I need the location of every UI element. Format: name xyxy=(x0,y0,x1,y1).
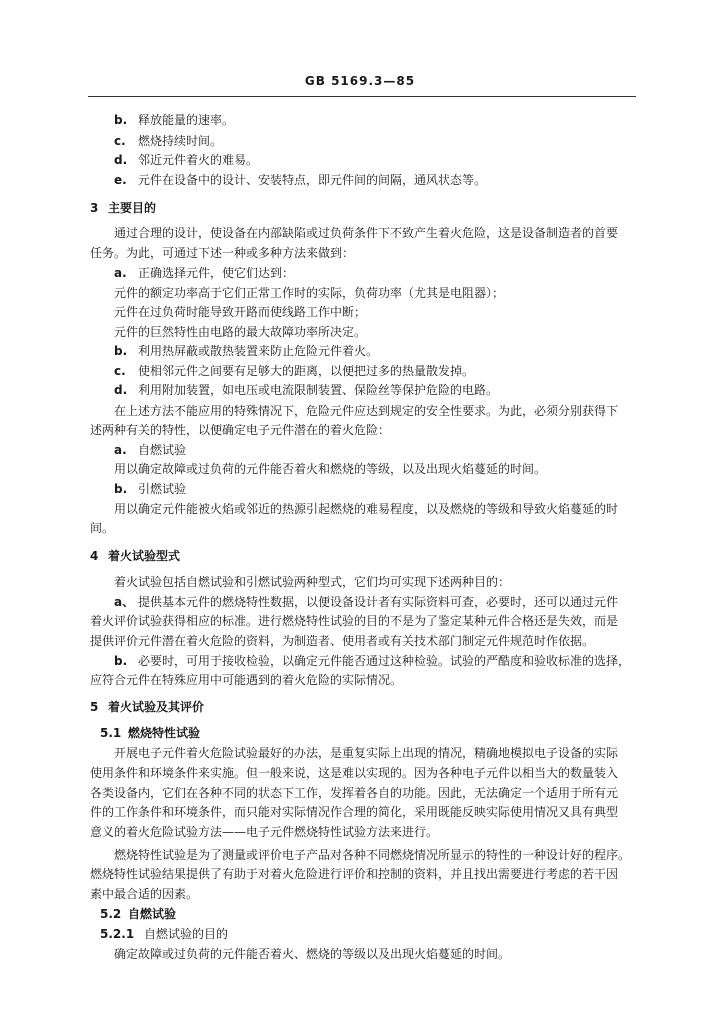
section-4-item-a-line: 提供评价元件潜在着火危险的资料，为制造者、使用者或有关技术部门制定元件规范时作依据。 xyxy=(90,634,595,648)
test-type-b-description: 用以确定元件能被火焰或邻近的热源引起燃烧的难易程度，以及燃烧的等级和导致火焰蔓延的时 xyxy=(114,502,619,516)
section-4-item-a-line: 着火评价试验获得相应的标准。进行燃烧特性试验的目的不是为了鉴定某种元件合格还是失效，而是 xyxy=(90,614,619,628)
section-5-heading: 5 着火试验及其评价 xyxy=(90,700,205,714)
section-5-1-para-line: 开展电子元件着火危险试验最好的办法，是重复实际上出现的情况，精确地模拟电子设备的实际 xyxy=(114,746,619,760)
section-5-2-1-heading: 5.2.1 自燃试验的目的 xyxy=(100,927,229,941)
list-label: c. xyxy=(114,134,126,148)
list-text: 邻近元件着火的难易。 xyxy=(138,153,259,167)
section-4-item-b: b. 必要时，可用于接收检验，以确定元件能否通过这种检验。试验的严酷度和验收标准的选择， xyxy=(114,654,631,668)
list-text: 元件在设备中的设计、安装特点，即元件间的间隔，通风状态等。 xyxy=(138,173,487,187)
section-3-item-c: c. 使相邻元件之间要有足够大的距离，以便把过多的热量散发掉。 xyxy=(114,364,475,378)
section-5-1-para-line: 各类设备内，它们在各种不同的状态下工作，发挥着各自的功能。因此，无法确定一个适用于所有元 xyxy=(90,786,619,800)
section-4-item-b-line: 应符合元件在特殊应用中可能遇到的着火危险的实际情况。 xyxy=(90,673,403,687)
list-item-c xyxy=(114,134,222,148)
list-text: 燃烧持续时间。 xyxy=(138,134,223,148)
section-5-1-para-line: 使用条件和环境条件来实施。但一般来说，这是难以实现的。因为各种电子元件以相当大的数量装入 xyxy=(90,766,619,780)
section-3-sub-item: 元件的额定功率高于它们正常工作时的实际，负荷功率（尤其是电阻器）； xyxy=(114,286,505,300)
section-5-1-heading: 5.1 燃烧特性试验 xyxy=(100,726,201,740)
section-3-para-line: 述两种有关的特性，以便确定电子元件潜在的着火危险： xyxy=(90,423,391,437)
section-4-item-a: a、 提供基本元件的燃烧特性数据，以便设备设计者有实际资料可查，必要时，还可以通过元件 xyxy=(114,595,619,609)
section-5-2-1-description: 确定故障或过负荷的元件能否着火、燃烧的等级以及出现火焰蔓延的时间。 xyxy=(114,947,511,961)
test-type-a-description: 用以确定故障或过负荷的元件能否着火和燃烧的等级，以及出现火焰蔓延的时间。 xyxy=(114,462,547,476)
section-5-2-heading: 5.2 自燃试验 xyxy=(100,907,177,921)
section-3-item-b: b. 利用热屏蔽或散热装置来防止危险元件着火。 xyxy=(114,344,379,358)
list-item-e xyxy=(114,173,486,187)
section-4-heading: 4 着火试验型式 xyxy=(90,549,181,563)
section-5-1-para-line: 意义的着火危险试验方法——电子元件燃烧特性试验方法来进行。 xyxy=(90,825,439,839)
section-3-sub-item: 元件的巨然特性由电路的最大故障功率所决定。 xyxy=(114,325,367,339)
section-5-1-para-line: 件的工作条件和环境条件，而只能对实际情况作合理的简化，采用既能反映实际使用情况又具有典型 xyxy=(90,805,619,819)
section-3-para-line: 在上述方法不能应用的特殊情况下，危险元件应达到规定的安全性要求。为此，必须分别获得下 xyxy=(114,404,619,418)
section-5-1-para-line: 燃烧特性试验结果提供了有助于对着火危险进行评价和控制的资料，并且找出需要进行考虑的若干因 xyxy=(90,867,619,881)
section-3-item-a: a. 正确选择元件，使它们达到： xyxy=(114,266,295,280)
list-text: 释放能量的速率。 xyxy=(138,113,235,127)
section-3-item-d: d. 利用附加装置，如电压或电流限制装置、保险丝等保护危险的电路。 xyxy=(114,383,499,397)
section-5-1-para-line: 素中最合适的因素。 xyxy=(90,887,199,901)
section-3-sub-item: 元件在过负荷时能导致开路而使线路工作中断； xyxy=(114,305,367,319)
list-label: d. xyxy=(114,153,128,167)
test-type-b-description: 间。 xyxy=(90,521,115,535)
list-label: b. xyxy=(114,113,128,127)
section-4-intro: 着火试验包括自燃试验和引燃试验两种型式，它们均可实现下述两种目的： xyxy=(114,575,511,589)
test-type-b: b. 引燃试验 xyxy=(114,482,187,496)
section-5-1-para-line: 燃烧特性试验是为了测量或评价电子产品对各种不同燃烧情况所显示的特性的一种设计好的程序。 xyxy=(114,848,631,862)
list-item-d xyxy=(114,153,258,167)
section-3-intro-line: 通过合理的设计，使设备在内部缺陷或过负荷条件下不致产生着火危险，这是设备制造者的首要 xyxy=(114,226,619,240)
list-item-b xyxy=(114,113,234,127)
list-label: e. xyxy=(114,173,127,187)
standard-code-header: GB 5169.3—85 xyxy=(304,74,416,88)
header-rule xyxy=(88,96,636,97)
test-type-a: a. 自燃试验 xyxy=(114,443,187,457)
section-3-heading: 3 主要目的 xyxy=(90,201,157,215)
section-3-intro-line: 任务。为此，可通过下述一种或多种方法来做到： xyxy=(90,246,355,260)
